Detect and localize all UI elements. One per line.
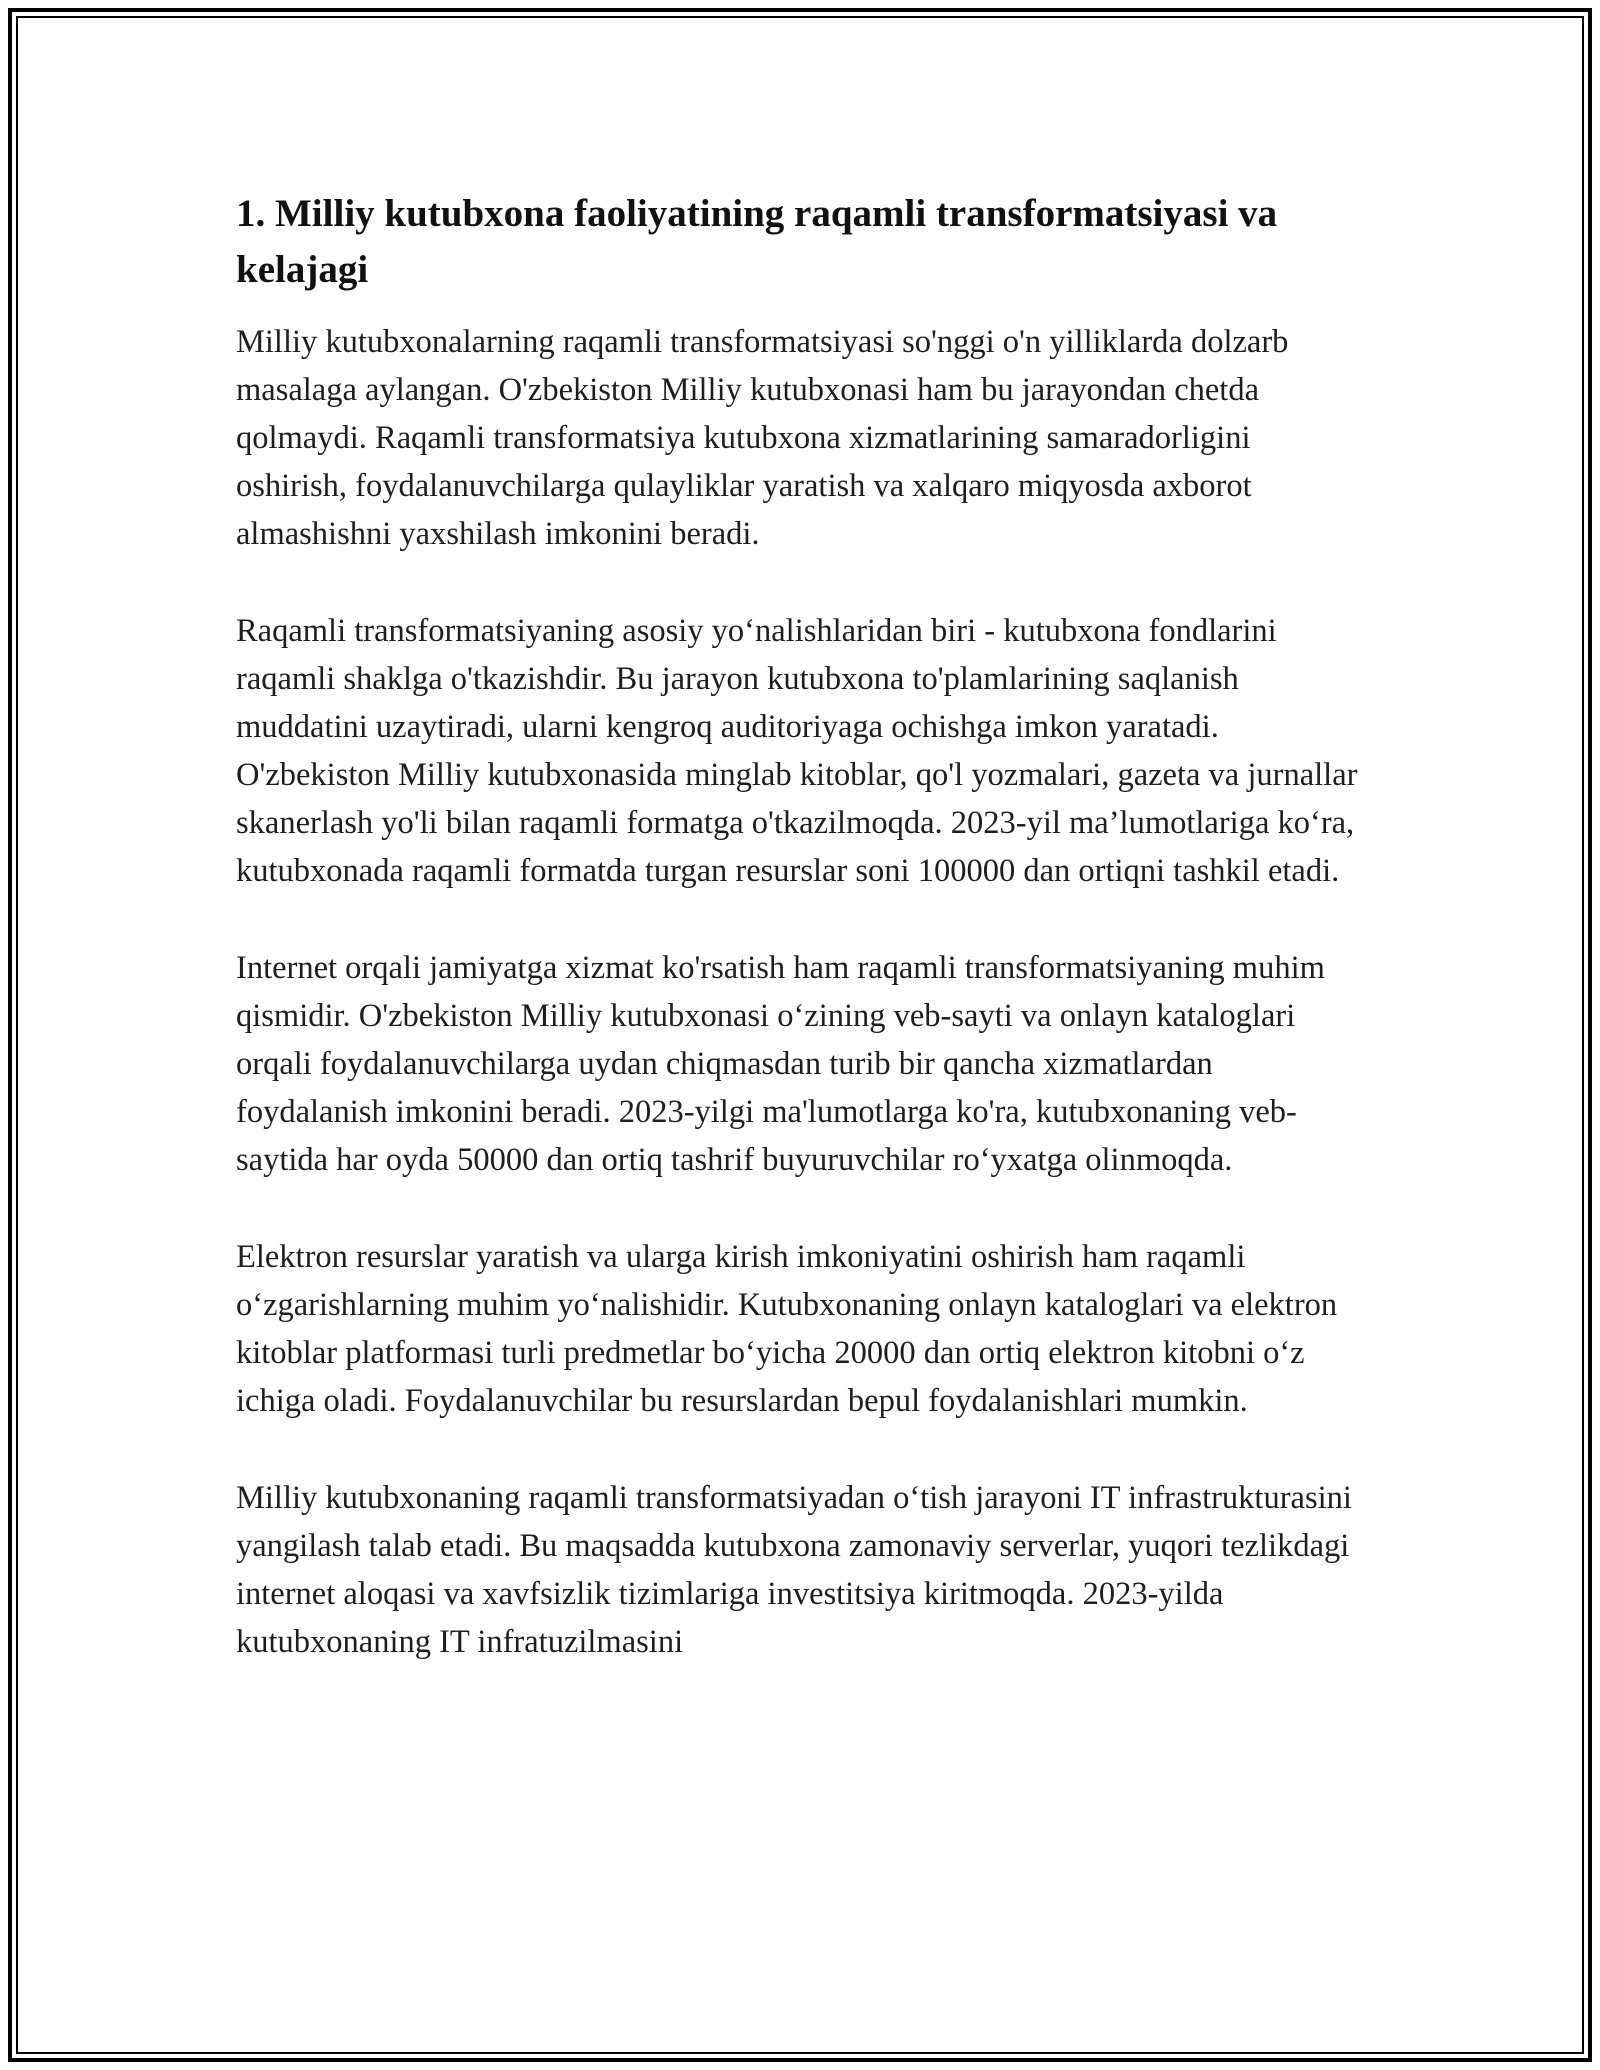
section-title: 1. Milliy kutubxona faoliyatining raqamli transformatsiyasi va kelajagi [236, 192, 1278, 291]
paragraph-1: Milliy kutubxonalarning raqamli transformatsiyasi so'nggi o'n yilliklarda dolzarb masalaga aylangan. O'zbekiston Milliy kutubxonasi ham bu jarayondan chetda qolmaydi. Raqamli transformatsiya kutubxona xizmatlarining samaradorligini oshirish, foydalanuvchilarga qulayliklar yaratish va xalqaro miqyosda axborot almashishni yaxshilash imkonini beradi. [236, 324, 1289, 552]
document-body [236, 186, 1366, 1666]
paragraph-3: Internet orqali jamiyatga xizmat ko'rsatish ham raqamli transformatsiyaning muhim qismidir. O'zbekiston Milliy kutubxonasi o‘zining veb-sayti va onlayn kataloglari orqali foydalanuvchilarga uydan chiqmasdan turib bir qancha xizmatlardan foydalanish imkonini beradi. 2023-yilgi ma'lumotlarga ko'ra, kutubxonaning veb-saytida har oyda 50000 dan ortiq tashrif buyuruvchilar ro‘yxatga olinmoqda. [236, 950, 1325, 1178]
paragraph-5: Milliy kutubxonaning raqamli transformatsiyadan o‘tish jarayoni IT infrastrukturasini yangilash talab etadi. Bu maqsadda kutubxona zamonaviy serverlar, yuqori tezlikdagi internet aloqasi va xavfsizlik tizimlariga investitsiya kiritmoqda. 2023-yilda kutubxonaning IT infratuzilmasini [236, 1480, 1352, 1660]
paragraph-4: Elektron resurslar yaratish va ularga kirish imkoniyatini oshirish ham raqamli o‘zgarishlarning muhim yo‘nalishidir. Kutubxonaning onlayn kataloglari va elektron kitoblar platformasi turli predmetlar bo‘yicha 20000 dan ortiq elektron kitobni o‘z ichiga oladi. Foydalanuvchilar bu resurslardan bepul foydalanishlari mumkin. [236, 1239, 1338, 1419]
paragraph-2: Raqamli transformatsiyaning asosiy yo‘nalishlaridan biri - kutubxona fondlarini raqamli shaklga o'tkazishdir. Bu jarayon kutubxona to'plamlarining saqlanish muddatini uzaytiradi, ularni kengroq auditoriyaga ochishga imkon yaratadi. O'zbekiston Milliy kutubxonasida minglab kitoblar, qo'l yozmalari, gazeta va jurnallar skanerlash yo'li bilan raqamli formatga o'tkazilmoqda. 2023-yil ma’lumotlariga ko‘ra, kutubxonada raqamli formatda turgan resurslar soni 100000 dan ortiqni tashkil etadi. [236, 613, 1358, 889]
